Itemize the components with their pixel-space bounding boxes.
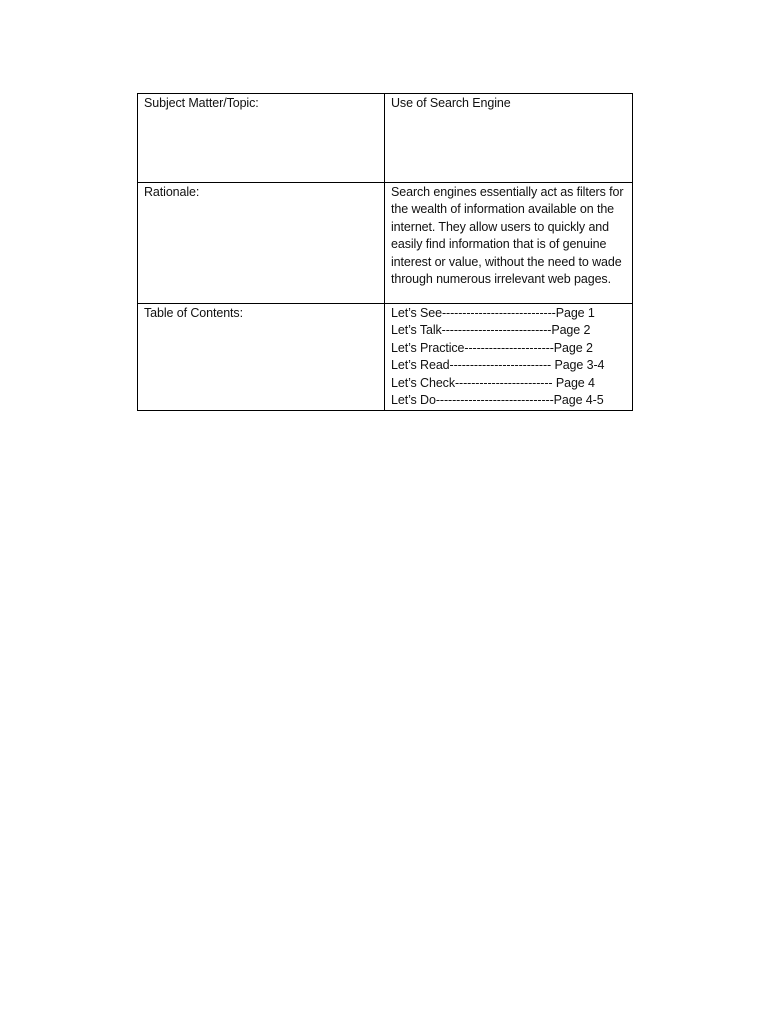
toc-entry-lets-practice: Let’s Practice----------------------Page 2 (391, 340, 593, 355)
topic-value: Use of Search Engine (385, 94, 633, 183)
toc-row (138, 304, 633, 411)
topic-row (138, 94, 633, 183)
lesson-info-table (137, 93, 633, 411)
toc-cell (385, 304, 633, 411)
rationale-value: Search engines essentially act as filters for the wealth of information available on the internet. They allow users to quickly and easily find information that is of genuine interest or value, without the need to wade through numerous irrelevant web pages. (391, 185, 624, 287)
toc-entry-lets-read: Let’s Read------------------------- Page 3-4 (391, 358, 605, 373)
toc-label: Table of Contents: (138, 304, 385, 411)
toc-entry-lets-do: Let’s Do-----------------------------Page 4-5 (391, 393, 604, 408)
topic-label: Subject Matter/Topic: (138, 94, 385, 183)
rationale-row (138, 183, 633, 304)
rationale-cell (385, 183, 633, 304)
toc-entry-lets-talk: Let’s Talk---------------------------Page 2 (391, 323, 591, 338)
toc-entry-lets-check: Let’s Check------------------------ Page 4 (391, 375, 595, 390)
rationale-label: Rationale: (138, 183, 385, 304)
toc-entry-lets-see: Let’s See----------------------------Page 1 (391, 306, 595, 320)
